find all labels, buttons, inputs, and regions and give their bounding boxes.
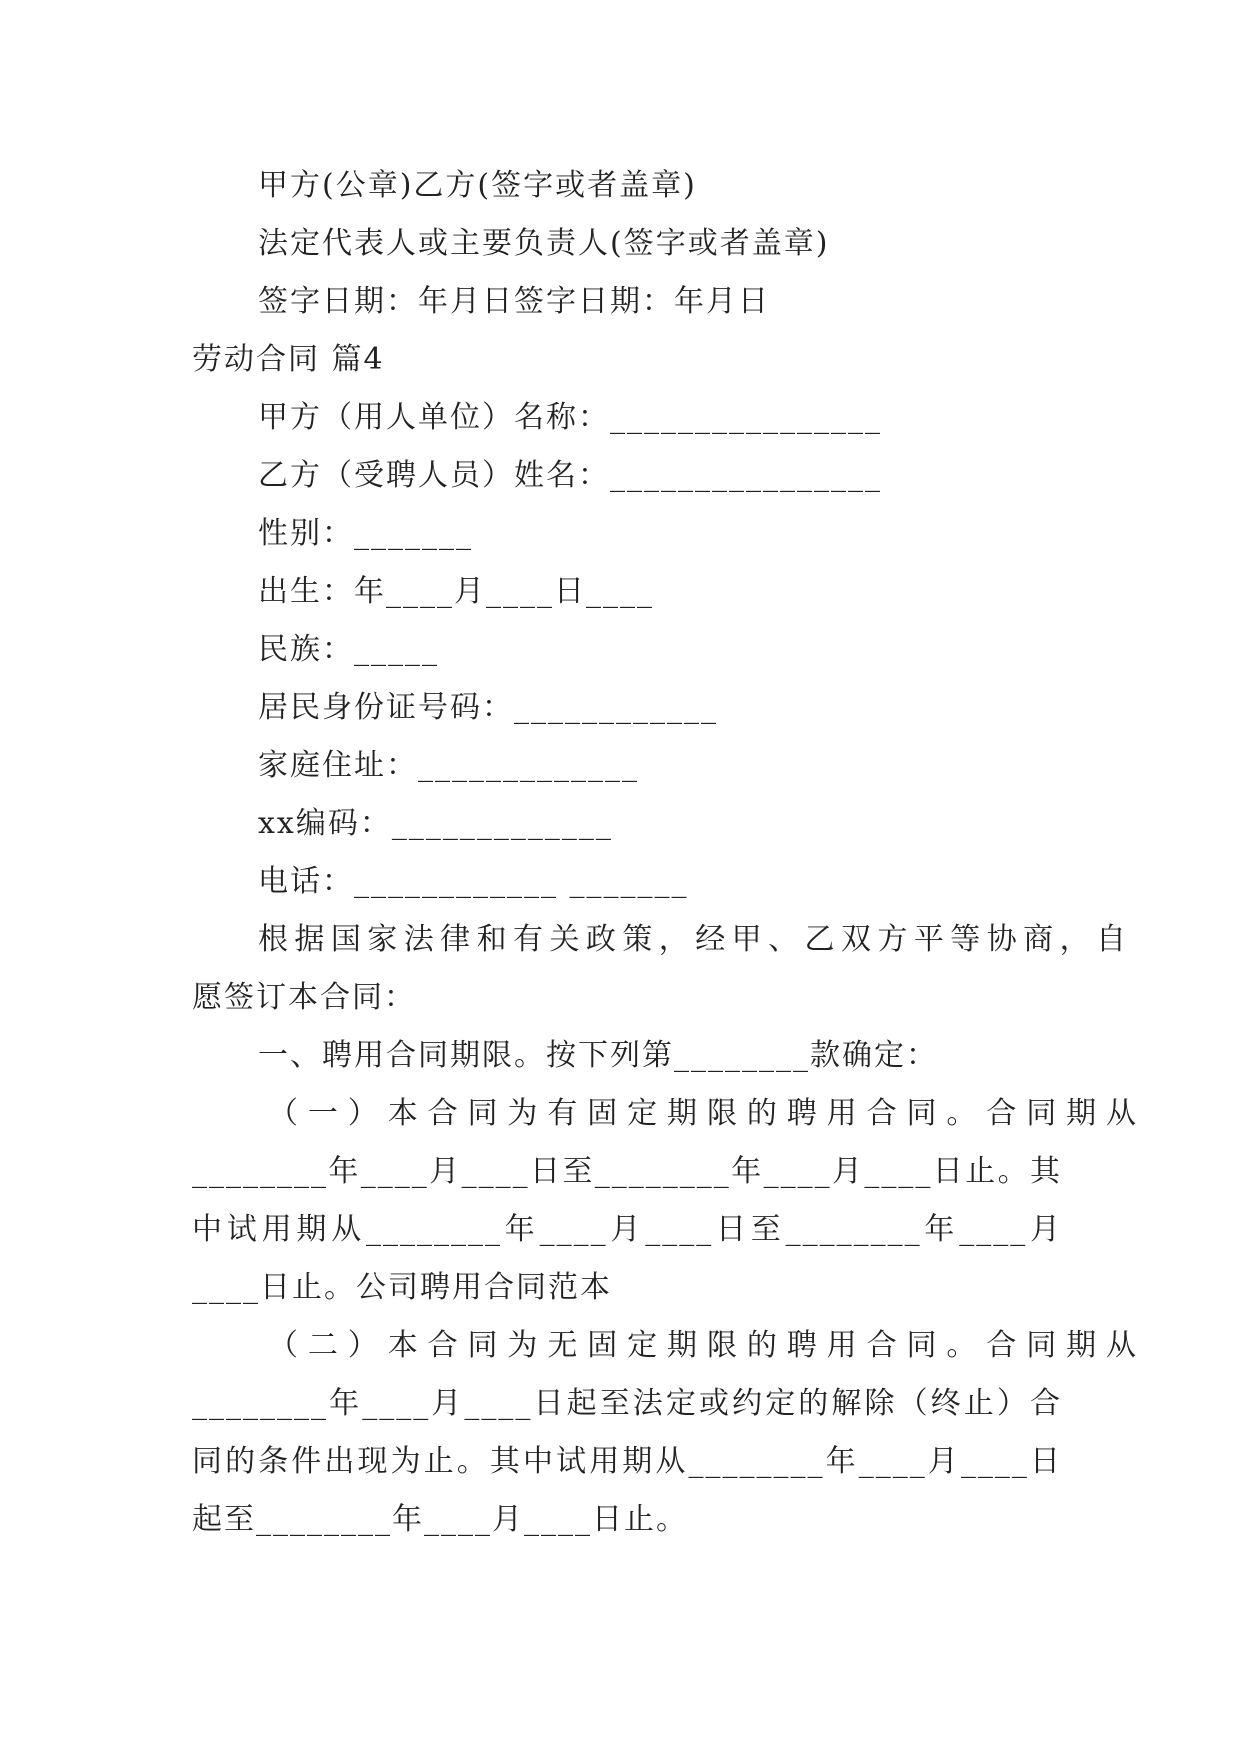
- field-id-number: 居民身份证号码：____________: [258, 690, 718, 725]
- fixed-term-line-2: ________年____月____日至________年____月____日止。其: [192, 1154, 1062, 1189]
- field-party-a: 甲方（用人单位）名称：________________: [258, 400, 882, 435]
- fixed-term-line-3: 中试用期从________年____月____日至________年____月: [192, 1212, 1062, 1247]
- open-term-line-4: 起至________年____月____日止。: [192, 1502, 688, 1537]
- intro-paragraph-line-1: 根据国家法律和有关政策，经甲、乙双方平等协商，自: [258, 922, 1128, 957]
- signature-line-parties: 甲方(公章)乙方(签字或者盖章): [258, 168, 697, 203]
- signature-line-dates: 签字日期：年月日签字日期：年月日: [258, 284, 770, 319]
- open-term-line-1: （二）本合同为无固定期限的聘用合同。合同期从: [268, 1328, 1138, 1363]
- clause-1-heading: 一、聘用合同期限。按下列第________款确定：: [258, 1038, 938, 1073]
- field-code: xx编码：_____________: [258, 806, 613, 841]
- field-ethnicity: 民族：_____: [258, 632, 439, 667]
- open-term-line-3: 同的条件出现为止。其中试用期从________年____月____日: [192, 1444, 1062, 1479]
- field-gender: 性别：_______: [258, 516, 473, 551]
- field-birth: 出生：年____月____日____: [258, 574, 654, 609]
- field-address: 家庭住址：_____________: [258, 748, 639, 783]
- section-title: 劳动合同 篇4: [192, 342, 385, 377]
- signature-line-representative: 法定代表人或主要负责人(签字或者盖章): [258, 226, 830, 261]
- field-phone: 电话：____________ _______: [258, 864, 689, 899]
- intro-paragraph-line-2: 愿签订本合同：: [192, 980, 416, 1015]
- field-party-b: 乙方（受聘人员）姓名：________________: [258, 458, 882, 493]
- fixed-term-line-4: ____日止。公司聘用合同范本: [192, 1270, 612, 1305]
- open-term-line-2: ________年____月____日起至法定或约定的解除（终止）合: [192, 1386, 1062, 1421]
- fixed-term-line-1: （一）本合同为有固定期限的聘用合同。合同期从: [268, 1096, 1138, 1131]
